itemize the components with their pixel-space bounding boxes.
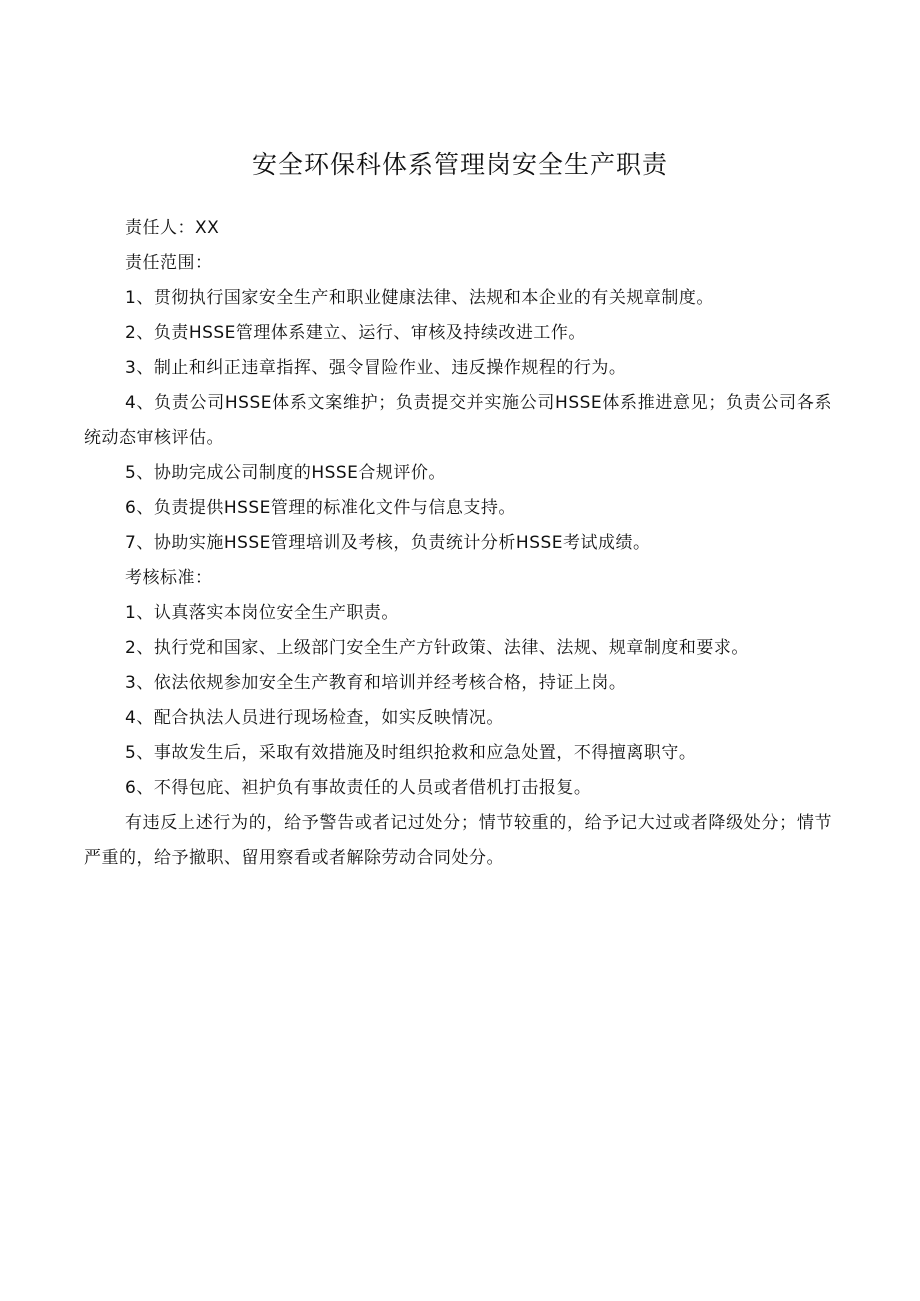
assessment-item: 3、依法依规参加安全生产教育和培训并经考核合格，持证上岗。 xyxy=(125,673,627,693)
scope-item: 1、贯彻执行国家安全生产和职业健康法律、法规和本企业的有关规章制度。 xyxy=(125,288,714,308)
assessment-item: 6、不得包庇、袒护负有事故责任的人员或者借机打击报复。 xyxy=(125,778,592,798)
assessment-item: 1、认真落实本岗位安全生产职责。 xyxy=(125,603,399,623)
scope-item: 6、负责提供HSSE管理的标准化文件与信息支持。 xyxy=(125,498,516,518)
scope-item: 7、协助实施HSSE管理培训及考核，负责统计分析HSSE考试成绩。 xyxy=(125,533,651,553)
document-title: 安全环保科体系管理岗安全生产职责 xyxy=(251,150,668,179)
document-body xyxy=(84,211,832,876)
scope-heading: 责任范围： xyxy=(125,253,213,273)
assessment-item: 2、执行党和国家、上级部门安全生产方针政策、法律、法规、规章制度和要求。 xyxy=(125,638,749,658)
assessment-item: 4、配合执法人员进行现场检查，如实反映情况。 xyxy=(125,708,504,728)
assessment-item: 5、事故发生后，采取有效措施及时组织抢救和应急处置，不得擅离职守。 xyxy=(125,743,697,763)
scope-item: 3、制止和纠正违章指挥、强令冒险作业、违反操作规程的行为。 xyxy=(125,358,627,378)
scope-item: 4、负责公司HSSE体系文案维护；负责提交并实施公司HSSE体系推进意见；负责公司各系统动态审核评估。 xyxy=(84,393,832,448)
scope-item: 5、协助完成公司制度的HSSE合规评价。 xyxy=(125,463,446,483)
penalty-clause: 有违反上述行为的，给予警告或者记过处分；情节较重的，给予记大过或者降级处分；情节严重的，给予撤职、留用察看或者解除劳动合同处分。 xyxy=(84,813,832,868)
assessment-heading: 考核标准： xyxy=(125,568,213,588)
responsible-person: 责任人：XX xyxy=(125,218,220,238)
scope-item: 2、负责HSSE管理体系建立、运行、审核及持续改进工作。 xyxy=(125,323,586,343)
